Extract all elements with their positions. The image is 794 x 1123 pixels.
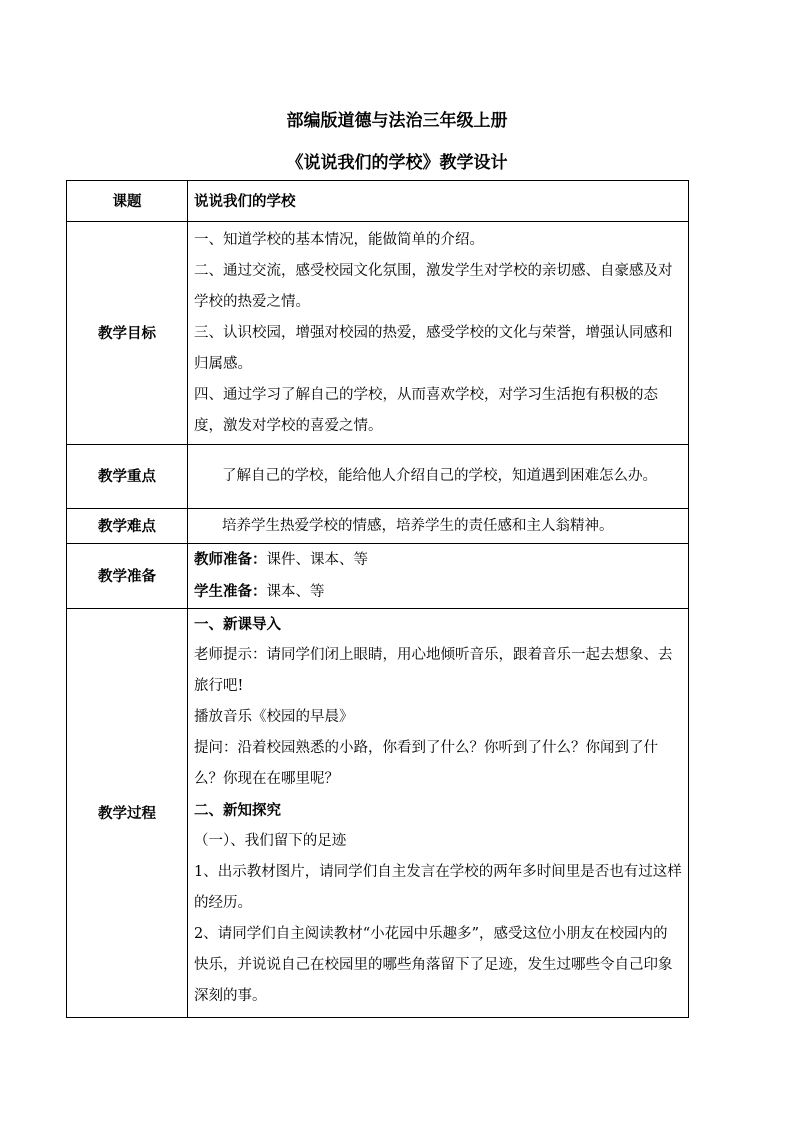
goal-item-2: 二、通过交流，感受校园文化氛围，激发学生对学校的亲切感、自豪感及对学校的热爱之情。	[194, 262, 673, 310]
process-subsection-1: （一）、我们留下的足迹	[194, 833, 347, 849]
goal-item-1: 一、知道学校的基本情况，能做简单的介绍。	[194, 231, 484, 248]
difficulties-text: 培养学生热爱学校的情感，培养学生的责任感和主人翁精神。	[222, 517, 614, 534]
table-row-key-points	[67, 445, 689, 509]
process-paragraph-5: 2、请同学们自主阅读教材“小花园中乐趣多”，感受这位小朋友在校园内的快乐，并说说自己在校园里的哪些角落留下了足迹，发生过哪些令自己印象深刻的事。	[194, 926, 673, 1004]
row-label-topic: 课题	[67, 181, 188, 222]
key-points-cell	[188, 445, 689, 509]
lesson-plan-table	[66, 180, 689, 1018]
row-label-key-points: 教学重点	[67, 445, 188, 509]
process-paragraph-3: 提问：沿着校园熟悉的小路，你看到了什么？你听到了什么？你闻到了什么？你现在在哪里呢？	[194, 740, 658, 787]
student-preparation-text: 课本、等	[266, 584, 325, 600]
student-preparation-label: 学生准备：	[194, 583, 267, 600]
row-label-preparation: 教学准备	[67, 544, 188, 609]
table-row-difficulties	[67, 509, 689, 544]
table-row-process	[67, 609, 689, 1018]
row-label-process: 教学过程	[67, 609, 188, 1018]
goal-item-4: 四、通过学习了解自己的学校，从而喜欢学校，对学习生活抱有积极的态度，激发对学校的喜爱之情。	[194, 386, 658, 434]
document-subtitle: 《说说我们的学校》教学设计	[286, 153, 508, 173]
process-paragraph-4: 1、出示教材图片，请同学们自主发言在学校的两年多时间里是否也有过这样的经历。	[194, 864, 682, 911]
key-points-text: 了解自己的学校，能给他人介绍自己的学校，知道遇到困难怎么办。	[222, 468, 657, 484]
topic-text: 说说我们的学校	[188, 181, 689, 222]
teacher-preparation-label: 教师准备：	[194, 551, 267, 568]
document-title: 部编版道德与法治三年级上册	[286, 111, 508, 131]
row-label-difficulties: 教学难点	[67, 509, 188, 544]
teacher-preparation-text: 课件、课本、等	[266, 552, 368, 568]
difficulties-cell	[188, 509, 689, 544]
row-label-goals: 教学目标	[67, 222, 188, 445]
table-row-preparation	[67, 544, 689, 609]
process-cell	[188, 609, 689, 1018]
goal-item-3: 三、认识校园，增强对校园的热爱，感受学校的文化与荣誉，增强认同感和归属感。	[194, 324, 673, 372]
process-paragraph-2: 播放音乐《校园的早晨》	[194, 709, 354, 725]
teacher-preparation	[194, 544, 682, 576]
table-row-topic	[67, 181, 689, 222]
process-section-1: 一、新课导入	[194, 616, 281, 633]
preparation-cell	[188, 544, 689, 609]
student-preparation	[194, 576, 682, 608]
process-section-2: 二、新知探究	[194, 802, 281, 819]
process-paragraph-1: 老师提示：请同学们闭上眼睛，用心地倾听音乐，跟着音乐一起去想象、去旅行吧!	[194, 647, 673, 694]
goals-cell	[188, 222, 689, 445]
table-row-goals	[67, 222, 689, 445]
